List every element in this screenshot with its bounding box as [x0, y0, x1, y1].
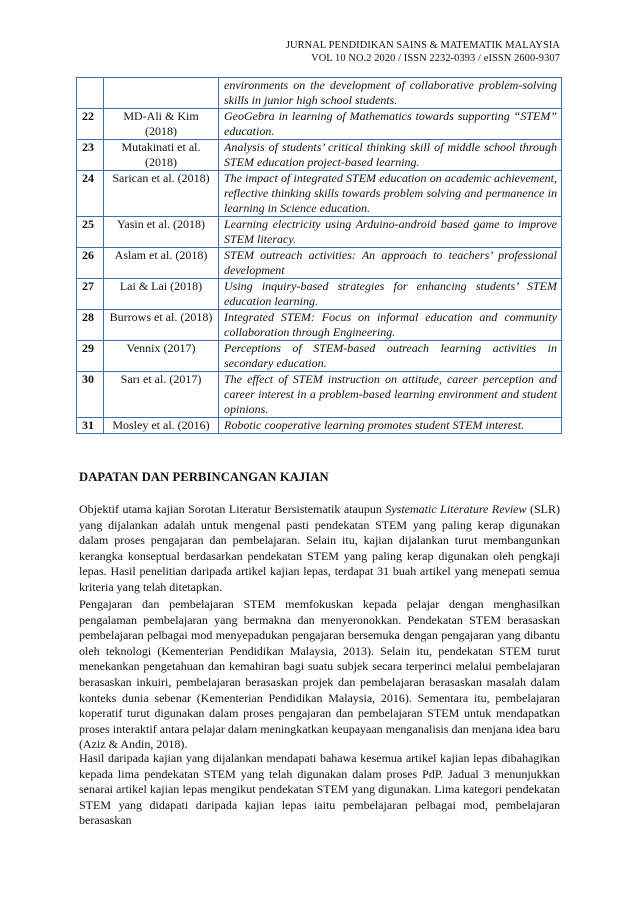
table-row	[77, 140, 562, 171]
table-cell-title: Robotic cooperative learning promotes student STEM interest.	[219, 418, 562, 434]
table-cell-author: Lai & Lai (2018)	[104, 279, 219, 310]
table-cell-num: 26	[77, 248, 104, 279]
table-cell-author: Burrows et al. (2018)	[104, 310, 219, 341]
table-row	[77, 171, 562, 217]
table-cell-author: Mutakinati et al. (2018)	[104, 140, 219, 171]
table-cell-title: environments on the development of collaborative problem‑solving skills in junior high school students.	[219, 78, 562, 109]
table-cell-num: 28	[77, 310, 104, 341]
table-cell-author: Yasin et al. (2018)	[104, 217, 219, 248]
table-cell-title: GeoGebra in learning of Mathematics towards supporting “STEM” education.	[219, 109, 562, 140]
section-heading: DAPATAN DAN PERBINCANGAN KAJIAN	[79, 470, 329, 484]
table-cell-title: The impact of integrated STEM education on academic achievement, reflective thinking skills towards problem solving and permanence in learning in Science education.	[219, 171, 562, 217]
table-cell-title: Perceptions of STEM-based outreach learning activities in secondary education.	[219, 341, 562, 372]
paragraph-objective	[79, 502, 560, 596]
table-cell-title: Integrated STEM: Focus on informal education and community collaboration through Engineering.	[219, 310, 562, 341]
journal-title: JURNAL PENDIDIKAN SAINS & MATEMATIK MALAYSIA	[285, 40, 560, 51]
table-cell-num: 23	[77, 140, 104, 171]
table-cell-author: Sarı et al. (2017)	[104, 372, 219, 418]
table-row	[77, 372, 562, 418]
paragraph-findings: Hasil daripada kajian yang dijalankan mendapati bahawa kesemua artikel kajian lepas dibahagikan kepada lima pendekatan STEM yang telah digunakan dalam proses PdP. Jadual 3 menunjukkan senarai artikel kajian lepas mengikut pendekatan STEM yang digunakan. Lima kategori pendekatan STEM yang didapati daripada kajian lepas iaitu pembelajaran pelbagai mod, pembelajaran berasaskan	[79, 751, 560, 828]
paragraph-text: Objektif utama kajian Sorotan Literatur Bersistematik ataupun	[79, 502, 386, 516]
table-cell-num	[77, 78, 104, 109]
table-cell-num: 31	[77, 418, 104, 434]
table-cell-num: 27	[77, 279, 104, 310]
table-row	[77, 217, 562, 248]
paragraph-italic-term: Systematic Literature Review	[385, 502, 527, 516]
journal-volume-issn: VOL 10 NO.2 2020 / ISSN 2232-0393 / eISSN 2600-9307	[311, 53, 560, 64]
table-cell-title: Analysis of students’ critical thinking skill of middle school through STEM education project-based learning.	[219, 140, 562, 171]
table-row	[77, 341, 562, 372]
table-cell-num: 29	[77, 341, 104, 372]
table-row	[77, 109, 562, 140]
reference-table	[76, 77, 562, 434]
table-cell-author: MD-Ali & Kim (2018)	[104, 109, 219, 140]
reference-table-body	[77, 78, 562, 434]
table-row	[77, 418, 562, 434]
table-cell-author: Mosley et al. (2016)	[104, 418, 219, 434]
table-cell-author: Aslam et al. (2018)	[104, 248, 219, 279]
table-cell-title: Using inquiry-based strategies for enhancing students’ STEM education learning.	[219, 279, 562, 310]
table-cell-author: Sarican et al. (2018)	[104, 171, 219, 217]
journal-header	[286, 39, 560, 65]
table-cell-title: STEM outreach activities: An approach to teachers’ professional development	[219, 248, 562, 279]
paragraph-text: (SLR) yang dijalankan adalah untuk mengenal pasti pendekatan STEM yang paling kerap digunakan dalam proses pengajaran dan pembelajaran. Selain itu, kajian dijalankan turut membangunkan kerangka konseptual berdasarkan pendekatan STEM yang paling kerap digunakan oleh pengkaji lepas. Hasil penelitian daripada artikel kajian lepas, terdapat 31 buah artikel yang menepati semua kriteria yang telah ditetapkan.	[79, 502, 561, 594]
table-cell-title: Learning electricity using Arduino-android based game to improve STEM literacy.	[219, 217, 562, 248]
table-cell-title: The effect of STEM instruction on attitude, career perception and career interest in a problem-based learning environment and student opinions.	[219, 372, 562, 418]
table-row	[77, 310, 562, 341]
table-cell-num: 30	[77, 372, 104, 418]
table-row	[77, 279, 562, 310]
paragraph-stem-teaching: Pengajaran dan pembelajaran STEM memfokuskan kepada pelajar dengan menghasilkan pengalaman pembelajaran yang bermakna dan menyeronokkan. Pendekatan STEM berasaskan pembelajaran pelbagai mod menyepadukan pengajaran bersemuka dengan pengajaran yang dibantu oleh teknologi (Kementerian Pendidikan Malaysia, 2013). Selain itu, pendekatan STEM turut menekankan pengetahuan dan kemahiran bagi suatu subjek secara terperinci melalui pembelajaran berasaskan inkuiri, pembelajaran berasaskan projek dan pembelajaran berasaskan masalah dalam konteks dunia sebenar (Kementerian Pendidikan Malaysia, 2016). Sementara itu, pembelajaran koperatif turut digunakan dalam proses pengajaran dan pembelajaran STEM untuk mendapatkan proses interaktif antara pelajar dalam meningkatkan keupayaan menganalisis dan menjana idea baru (Aziz & Andin, 2018).	[79, 597, 560, 752]
table-cell-author	[104, 78, 219, 109]
table-cell-num: 22	[77, 109, 104, 140]
table-cell-author: Vennix (2017)	[104, 341, 219, 372]
table-cell-num: 24	[77, 171, 104, 217]
table-row	[77, 248, 562, 279]
table-row-continuation	[77, 78, 562, 109]
table-cell-num: 25	[77, 217, 104, 248]
